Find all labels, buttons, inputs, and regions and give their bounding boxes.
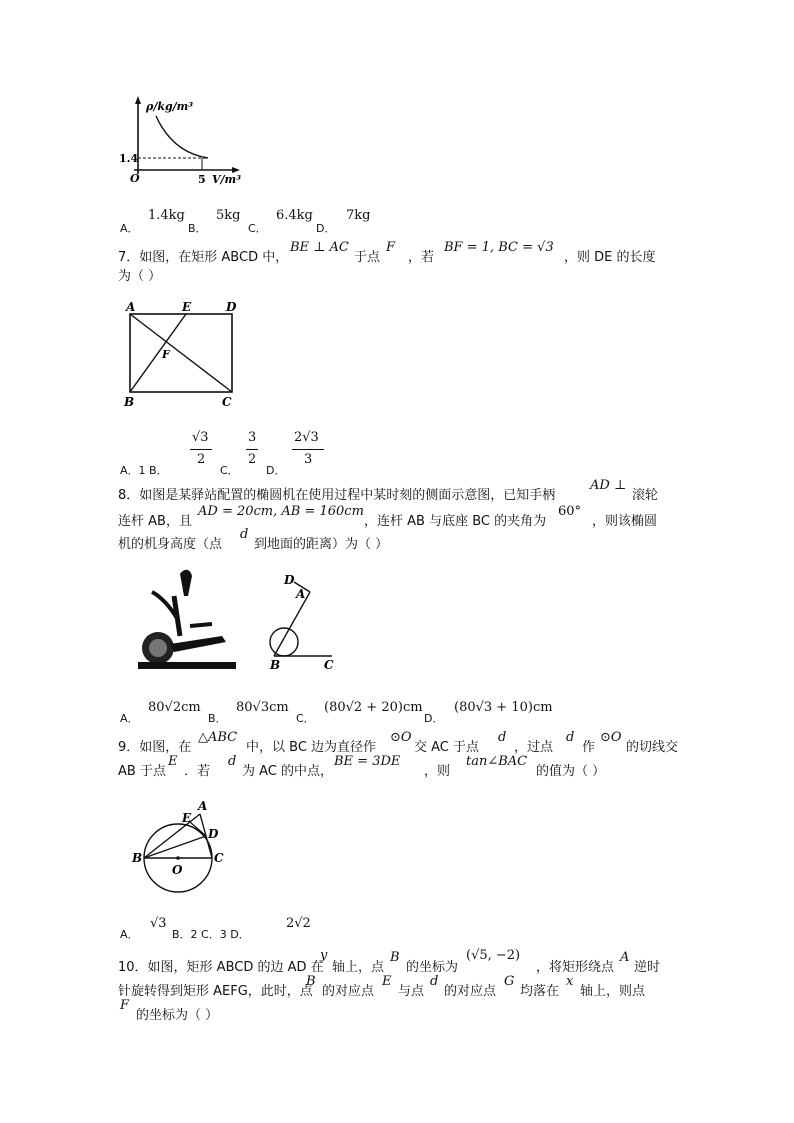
q10-text-12: 的坐标为（ ）	[136, 1008, 219, 1023]
q8-text-1: 8．如图是某驿站配置的椭圆机在使用过程中某时刻的侧面示意图，已知手柄	[118, 488, 556, 503]
q9-math-e: E	[168, 754, 178, 769]
label-a: A	[126, 300, 136, 314]
q6-options	[120, 208, 540, 235]
q6-graph-svg	[118, 92, 258, 188]
label-a: A	[296, 587, 306, 601]
segment-be	[130, 314, 186, 392]
q9-text-4: ，过点	[514, 740, 554, 755]
y-axis-label: ρ/kg/m³	[146, 100, 194, 113]
y-tick-label: 1.4	[119, 152, 139, 165]
q10-math-b-1: B	[390, 950, 400, 965]
q10-math-a: A	[620, 950, 630, 965]
q7-option-d-letter: D．	[266, 464, 286, 477]
q10-math-coord: (√5, −2)	[466, 948, 521, 963]
q9-option-rest: B．2 C．3 D．	[172, 928, 250, 941]
q9-option-d-value: 2√2	[286, 916, 311, 931]
machine-base	[138, 662, 236, 669]
q7-math-bf-bc: BF = 1, BC = √3	[444, 240, 554, 255]
q8-math-ad-perp: AD ⊥	[590, 478, 627, 493]
q10-text-5: 逆时	[634, 960, 661, 975]
q7-text-4: ，则 DE 的长度	[564, 250, 656, 265]
q9-math-tan-bac: tan∠BAC	[466, 754, 528, 769]
q7-option-b-fraction-bar	[190, 449, 212, 450]
q8-option-a-value: 80√2cm	[148, 700, 201, 715]
q10-math-y-1: y	[320, 948, 328, 963]
x-tick-label: 5	[198, 173, 206, 186]
label-d: D	[284, 573, 295, 587]
q7-text-5: 为（ ）	[118, 269, 162, 284]
q9-circle-figure	[128, 796, 240, 900]
q9-text-9: 为 AC 的中点，	[242, 764, 334, 779]
label-b: B	[132, 851, 143, 865]
y-axis-arrow	[135, 96, 141, 104]
q9-option-a-letter: A．	[120, 928, 139, 941]
q6-option-c-value: 6.4kg	[276, 208, 313, 223]
q7-option-d-fraction-bar	[292, 449, 324, 450]
q6-density-graph	[118, 92, 258, 188]
q7-math-be-perp-ac: BE ⊥ AC	[290, 240, 349, 255]
q7-option-b-denominator: 2	[197, 452, 206, 467]
label-f: F	[162, 348, 170, 361]
q10-question	[118, 946, 678, 1023]
q10-math-d: d	[430, 974, 439, 989]
q7-options	[120, 428, 380, 477]
q8-options	[120, 698, 560, 724]
machine-footrest	[190, 624, 212, 626]
q8-math-lengths: AD = 20cm, AB = 160cm	[198, 504, 364, 519]
q9-option-a-value: √3	[150, 916, 167, 931]
q9-text-1: 9．如图，在	[118, 740, 192, 755]
diagonal-ac	[130, 314, 232, 392]
origin-label: O	[130, 172, 140, 185]
q10-math-f: F	[120, 998, 130, 1013]
q7-option-b-numerator: √3	[192, 430, 209, 445]
machine-handle-top	[180, 570, 192, 596]
q9-text-8: ．若	[184, 764, 211, 779]
label-d: D	[226, 300, 237, 314]
q8-option-c-value: (80√2 + 20)cm	[324, 700, 423, 715]
q7-option-c-numerator: 3	[248, 430, 257, 445]
q7-rectangle-figure	[118, 298, 248, 410]
q8-text-3: 连杆 AB，且	[118, 514, 192, 529]
q10-text-2: 轴上，点	[332, 960, 385, 975]
q7-text-3: ，若	[408, 250, 435, 265]
elliptical-machine-photo	[130, 566, 242, 674]
q6-option-b-letter: B．	[188, 222, 207, 235]
q10-text-11: 轴上，则点	[580, 984, 646, 999]
q8-option-c-letter: C．	[296, 712, 315, 725]
q9-text-2: 中，以 BC 边为直径作	[246, 740, 377, 755]
label-e: E	[182, 811, 192, 825]
q6-option-b-value: 5kg	[216, 208, 241, 223]
q7-option-c-letter: C．	[220, 464, 239, 477]
q7-option-c-fraction-bar	[246, 449, 258, 450]
q7-math-f: F	[386, 240, 396, 255]
q10-text-10: 均落在	[520, 984, 560, 999]
q10-math-x: x	[566, 974, 574, 989]
rod-ab	[274, 592, 310, 656]
q8-math-angle: 60°	[558, 504, 582, 519]
q9-text-6: 的切线交	[626, 740, 679, 755]
q9-text-3: 交 AC 于点	[414, 740, 480, 755]
q8-text-5: ，则该椭圆	[592, 514, 658, 529]
machine-flywheel-hub	[149, 639, 167, 657]
label-c: C	[324, 658, 334, 672]
q8-text-4: ，连杆 AB 与底座 BC 的夹角为	[364, 514, 547, 529]
q6-option-c-letter: C．	[248, 222, 267, 235]
elliptical-machine-svg	[130, 566, 242, 674]
machine-pedal-rail	[170, 636, 226, 652]
q7-text-2: 于点	[354, 250, 381, 265]
label-e: E	[182, 300, 192, 314]
q9-math-d-1: d	[498, 730, 507, 745]
q8-option-d-value: (80√3 + 10)cm	[454, 700, 553, 715]
q7-text-1: 7．如图，在矩形 ABCD 中，	[118, 250, 289, 265]
q10-text-4: ，将矩形绕点	[536, 960, 615, 975]
q10-text-7: 的对应点	[322, 984, 375, 999]
q8-figure-svg	[262, 570, 348, 672]
q7-figure-svg	[118, 298, 248, 410]
q9-text-5: 作	[582, 740, 596, 755]
q8-option-a-letter: A．	[120, 712, 139, 725]
q8-math-d: d	[240, 527, 249, 542]
q10-text-3: 的坐标为	[406, 960, 459, 975]
q6-option-d-letter: D．	[316, 222, 336, 235]
q8-option-d-letter: D．	[424, 712, 444, 725]
label-b: B	[270, 658, 281, 672]
q9-figure-svg	[128, 796, 240, 900]
q9-math-d-2: d	[566, 730, 575, 745]
machine-column	[174, 596, 180, 636]
label-c: C	[214, 851, 224, 865]
label-c: C	[222, 395, 232, 409]
q9-options	[120, 914, 380, 940]
q7-option-c-denominator: 2	[248, 452, 257, 467]
q6-option-d-value: 7kg	[346, 208, 371, 223]
q6-option-a-value: 1.4kg	[148, 208, 185, 223]
q9-math-triangle: △ABC	[198, 730, 238, 745]
q7-option-d-denominator: 3	[304, 452, 313, 467]
q10-text-6: 针旋转得到矩形 AEFG，此时，点	[118, 984, 313, 999]
segment-bd	[144, 836, 206, 858]
center-o-dot	[176, 856, 180, 860]
q9-math-circle-o-2: ⊙O	[600, 730, 622, 745]
q8-option-b-value: 80√3cm	[236, 700, 289, 715]
q8-text-7: 到地面的距离）为（ ）	[254, 537, 389, 552]
q9-math-d-3: d	[228, 754, 237, 769]
q10-math-g: G	[504, 974, 515, 989]
q7-question	[118, 240, 678, 286]
q8-text-6: 机的机身高度（点	[118, 537, 223, 552]
q9-text-7: AB 于点	[118, 764, 166, 779]
q9-question	[118, 728, 679, 779]
q7-option-a-b-prefix: A．1 B．	[120, 464, 168, 477]
q10-text-8: 与点	[398, 984, 425, 999]
q9-text-10: ，则	[424, 764, 451, 779]
q8-text-2: 滚轮	[632, 488, 659, 503]
q8-question	[118, 478, 678, 550]
q8-geometry-figure	[262, 570, 348, 672]
x-axis-label: V/m³	[212, 173, 242, 186]
q10-text-9: 的对应点	[444, 984, 497, 999]
label-d: D	[208, 827, 219, 841]
q6-option-a-letter: A．	[120, 222, 139, 235]
q10-math-e: E	[382, 974, 392, 989]
q9-math-circle-o-1: ⊙O	[390, 730, 412, 745]
label-o: O	[172, 863, 183, 877]
label-a: A	[198, 799, 208, 813]
q7-option-d-numerator: 2√3	[294, 430, 319, 445]
roller-circle	[270, 628, 298, 656]
q9-math-be-3de: BE = 3DE	[334, 754, 401, 769]
q9-text-11: 的值为（ ）	[536, 764, 606, 779]
q8-option-b-letter: B．	[208, 712, 227, 725]
density-curve	[156, 116, 208, 158]
q10-math-b-2: B	[306, 974, 316, 989]
q10-text-1: 10．如图，矩形 ABCD 的边 AD 在	[118, 960, 324, 975]
label-b: B	[124, 395, 135, 409]
